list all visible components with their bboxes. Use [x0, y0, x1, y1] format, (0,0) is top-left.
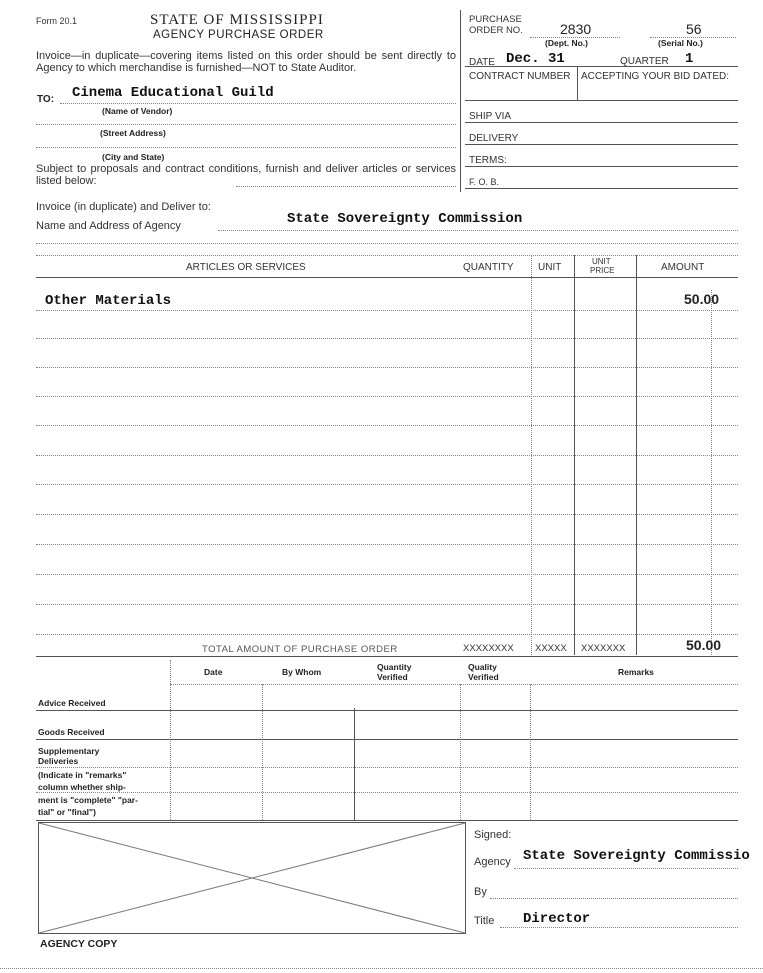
row-supplementary-2: Deliveries: [38, 756, 79, 766]
col-quality-verified-1: Quality: [468, 662, 497, 672]
row-goods-received: Goods Received: [38, 727, 105, 737]
note-line-1: (Indicate in "remarks": [38, 770, 127, 780]
date-row-line: [465, 66, 738, 67]
total-x-quantity: XXXXXXXX: [463, 643, 514, 654]
invoice-deliver-label: Invoice (in duplicate) and Deliver to:: [36, 201, 211, 213]
col-qty-verified-1: Quantity: [377, 662, 412, 672]
sig-agency-value: State Sovereignty Commissio: [523, 848, 750, 864]
agency-address-label: Name and Address of Agency: [36, 220, 181, 232]
vendor-name: Cinema Educational Guild: [72, 85, 274, 101]
row-supplementary-1: Supplementary: [38, 746, 100, 756]
title-label: Title: [474, 915, 495, 927]
subject-text: Subject to proposals and contract conditions, furnish and deliver articles or services listed below:: [36, 163, 456, 187]
row-advice-received: Advice Received: [38, 698, 106, 708]
street-caption: (Street Address): [100, 128, 166, 138]
contract-number-label: CONTRACT NUMBER: [469, 71, 571, 82]
col-unit-price-1: UNIT: [592, 257, 611, 266]
total-x-price: XXXXXXX: [581, 643, 626, 654]
title-value: Director: [523, 911, 591, 927]
vendor-line: [60, 103, 456, 104]
sig-agency-label: Agency: [474, 856, 511, 868]
form-title: AGENCY PURCHASE ORDER: [153, 29, 324, 41]
delivery-line: [465, 144, 738, 145]
cross-out-mark: [38, 822, 466, 934]
signed-label: Signed:: [474, 829, 512, 841]
date-value: Dec. 31: [506, 51, 565, 67]
terms-label: TERMS:: [469, 155, 507, 166]
terms-line: [465, 166, 738, 167]
bid-dated-label: ACCEPTING YOUR BID DATED:: [581, 71, 729, 82]
col-unit-price-2: PRICE: [590, 266, 615, 275]
po-label-2: ORDER NO.: [469, 25, 523, 36]
agency-copy-label: AGENCY COPY: [40, 938, 118, 950]
by-label: By: [474, 886, 487, 898]
note-line-2: column whether ship-: [38, 782, 126, 792]
delivery-label: DELIVERY: [469, 133, 519, 144]
fob-line: [465, 188, 738, 189]
contract-divider: [577, 66, 578, 100]
total-x-unit: XXXXX: [535, 643, 567, 654]
street-line: [36, 124, 456, 125]
serial-caption: (Serial No.): [658, 38, 703, 48]
item-row-article: Other Materials: [45, 293, 172, 309]
note-line-4: tial" or "final"): [38, 807, 96, 817]
invoice-instructions: Invoice—in duplicate—covering items listed on this order should be sent directly to Agency to which merchandise is furnished—NOT to State Auditor.: [36, 50, 456, 74]
to-label: TO:: [37, 94, 55, 105]
state-heading: STATE OF MISSISSIPPI: [150, 12, 324, 28]
total-label: TOTAL AMOUNT OF PURCHASE ORDER: [202, 644, 398, 655]
city-line: [36, 147, 456, 148]
po-label-1: PURCHASE: [469, 14, 522, 25]
ship-via-label: SHIP VIA: [469, 111, 512, 122]
agency-address-line-2: [36, 243, 738, 244]
total-amount: 50.00: [686, 637, 722, 653]
quarter-label: QUARTER: [620, 56, 669, 67]
form-number: Form 20.1: [36, 16, 78, 26]
contract-row-line: [465, 100, 738, 101]
subject-line: [236, 186, 456, 187]
order-box-divider: [460, 10, 461, 192]
page-edge: [0, 968, 763, 969]
col-quality-verified-2: Verified: [468, 672, 499, 682]
col-date: Date: [204, 667, 223, 677]
col-unit: UNIT: [538, 262, 562, 273]
col-amount: AMOUNT: [661, 262, 705, 273]
dept-caption: (Dept. No.): [545, 38, 588, 48]
col-qty-verified-2: Verified: [377, 672, 408, 682]
approval-box: [38, 822, 466, 934]
quarter-value: 1: [685, 51, 694, 67]
note-line-3: ment is "complete" "par-: [38, 795, 138, 805]
col-quantity: QUANTITY: [463, 262, 514, 273]
item-row-amount: 50.00: [684, 291, 720, 307]
dept-number: 2830: [560, 21, 592, 37]
col-by-whom: By Whom: [282, 667, 322, 677]
agency-address-line: [218, 230, 738, 231]
vendor-caption: (Name of Vendor): [102, 106, 173, 116]
ship-via-line: [465, 122, 738, 123]
date-label: DATE: [469, 57, 495, 68]
fob-label: F. O. B.: [469, 177, 500, 187]
col-articles: ARTICLES OR SERVICES: [186, 262, 306, 273]
city-caption: (City and State): [102, 152, 165, 162]
delivery-agency-name: State Sovereignty Commission: [287, 211, 523, 227]
col-remarks: Remarks: [618, 667, 654, 677]
serial-number: 56: [686, 21, 702, 37]
